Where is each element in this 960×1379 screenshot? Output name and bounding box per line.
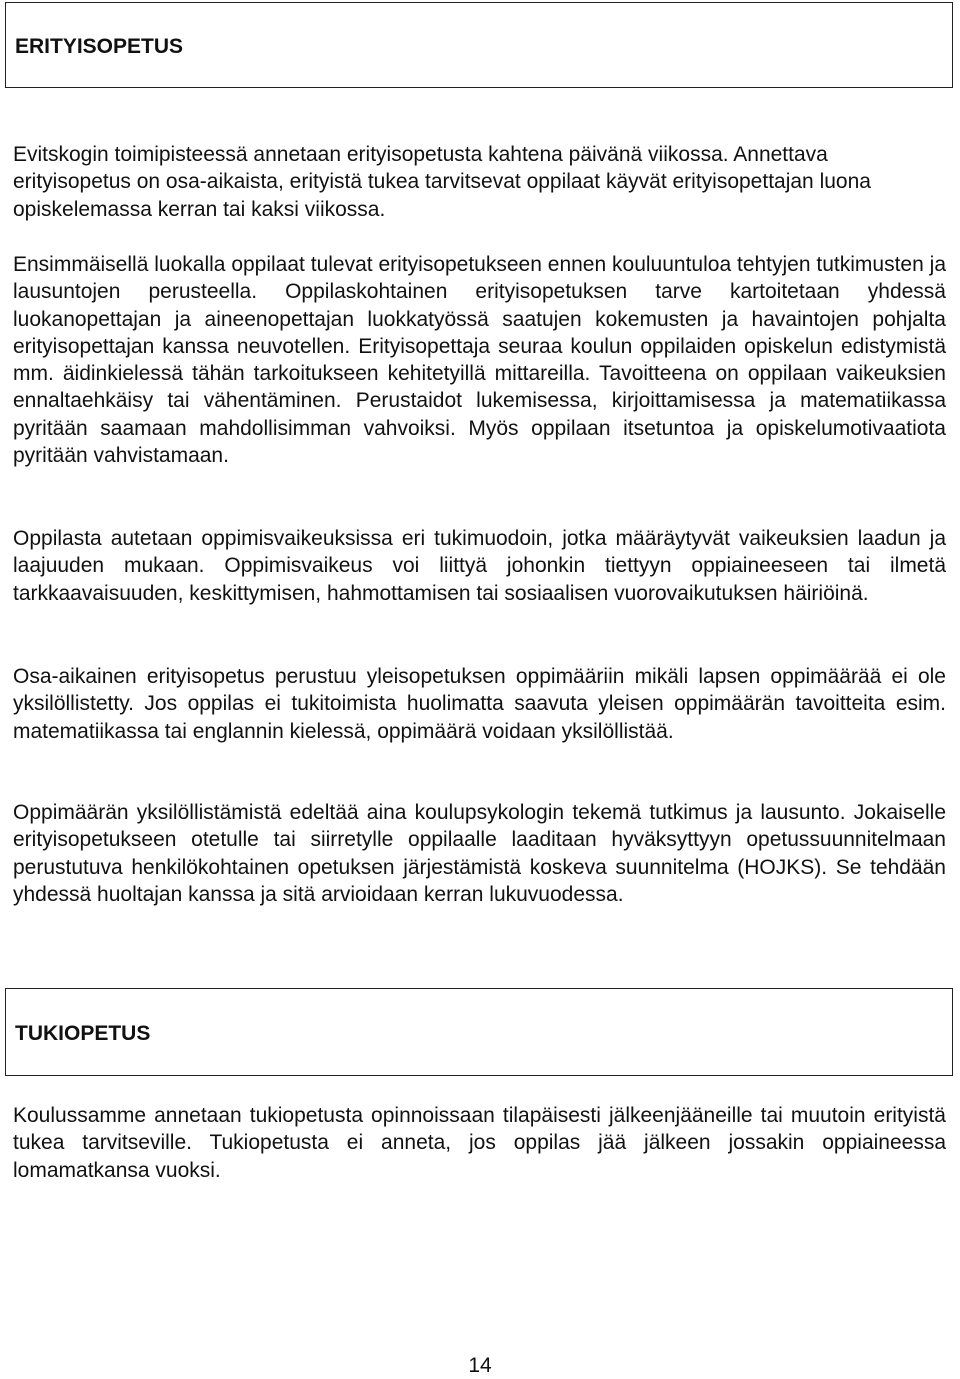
paragraph: Ensimmäisellä luokalla oppilaat tulevat erityisopetukseen ennen kouluuntuloa tehtyjen tutkimusten ja lausuntojen perusteella. Oppilaskohtainen erityisopetuksen tarve kartoitetaan yhdessä luokanopettajan ja aineenopettajan luokkatyössä saatujen kokemusten ja havaintojen pohjalta erityisopettajan kanssa neuvotellen. Erityisopettaja seuraa koulun oppilaiden opiskelun edistymistä mm. äidinkielessä tähän tarkoitukseen kehitetyillä mittareilla. Tavoitteena on oppilaan vaikeuksien ennaltaehkäisy tai vähentäminen. Perustaidot lukemisessa, kirjoittamisessa ja matematiikassa pyritään saamaan mahdollisimman vahvoiksi. Myös oppilaan itsetuntoa ja opiskelumotivaatiota pyritään vahvistamaan. (13, 253, 946, 468)
section-heading: TUKIOPETUS (15, 1022, 151, 1045)
section-heading-box-erityisopetus (5, 2, 953, 88)
page-number: 14 (468, 1354, 492, 1377)
paragraph: Oppimäärän yksilöllistämistä edeltää aina koulupsykologin tekemä tutkimus ja lausunto. Jokaiselle erityisopetukseen otetulle tai siirretylle oppilaalle laaditaan hyväksyttyyn opetussuunnitelmaan perustutuva henkilökohtainen opetuksen järjestämistä koskeva suunnitelma (HOJKS). Se tehdään yhdessä huoltajan kanssa ja sitä arvioidaan kerran lukuvuodessa. (13, 801, 946, 906)
paragraph: Oppilasta autetaan oppimisvaikeuksissa eri tukimuodoin, jotka määräytyvät vaikeuksien laadun ja laajuuden mukaan. Oppimisvaikeus voi liittyä johonkin tiettyyn oppiaineeseen tai ilmetä tarkkaavaisuuden, keskittymisen, hahmottamisen tai sosiaalisen vuorovaikutuksen häiriöinä. (13, 527, 946, 605)
section-heading-box-tukiopetus (5, 988, 953, 1076)
paragraph: Evitskogin toimipisteessä annetaan erityisopetusta kahtena päivänä viikossa. Annettava erityisopetus on osa-aikaista, erityistä tukea tarvitsevat oppilaat käyvät erityisopettajan luona opiskelemassa kerran tai kaksi viikossa. (13, 143, 871, 221)
section-heading: ERITYISOPETUS (15, 35, 184, 58)
paragraph: Koulussamme annetaan tukiopetusta opinnoissaan tilapäisesti jälkeenjääneille tai muutoin erityistä tukea tarvitseville. Tukiopetusta ei anneta, jos oppilas jää jälkeen jossakin oppiaineessa lomamatkansa vuoksi. (13, 1104, 946, 1182)
paragraph: Osa-aikainen erityisopetus perustuu yleisopetuksen oppimääriin mikäli lapsen oppimäärää ei ole yksilöllistetty. Jos oppilas ei tukitoimista huolimatta saavuta yleisen oppimäärän tavoitteita esim. matematiikassa tai englannin kielessä, oppimäärä voidaan yksilöllistää. (13, 665, 946, 743)
